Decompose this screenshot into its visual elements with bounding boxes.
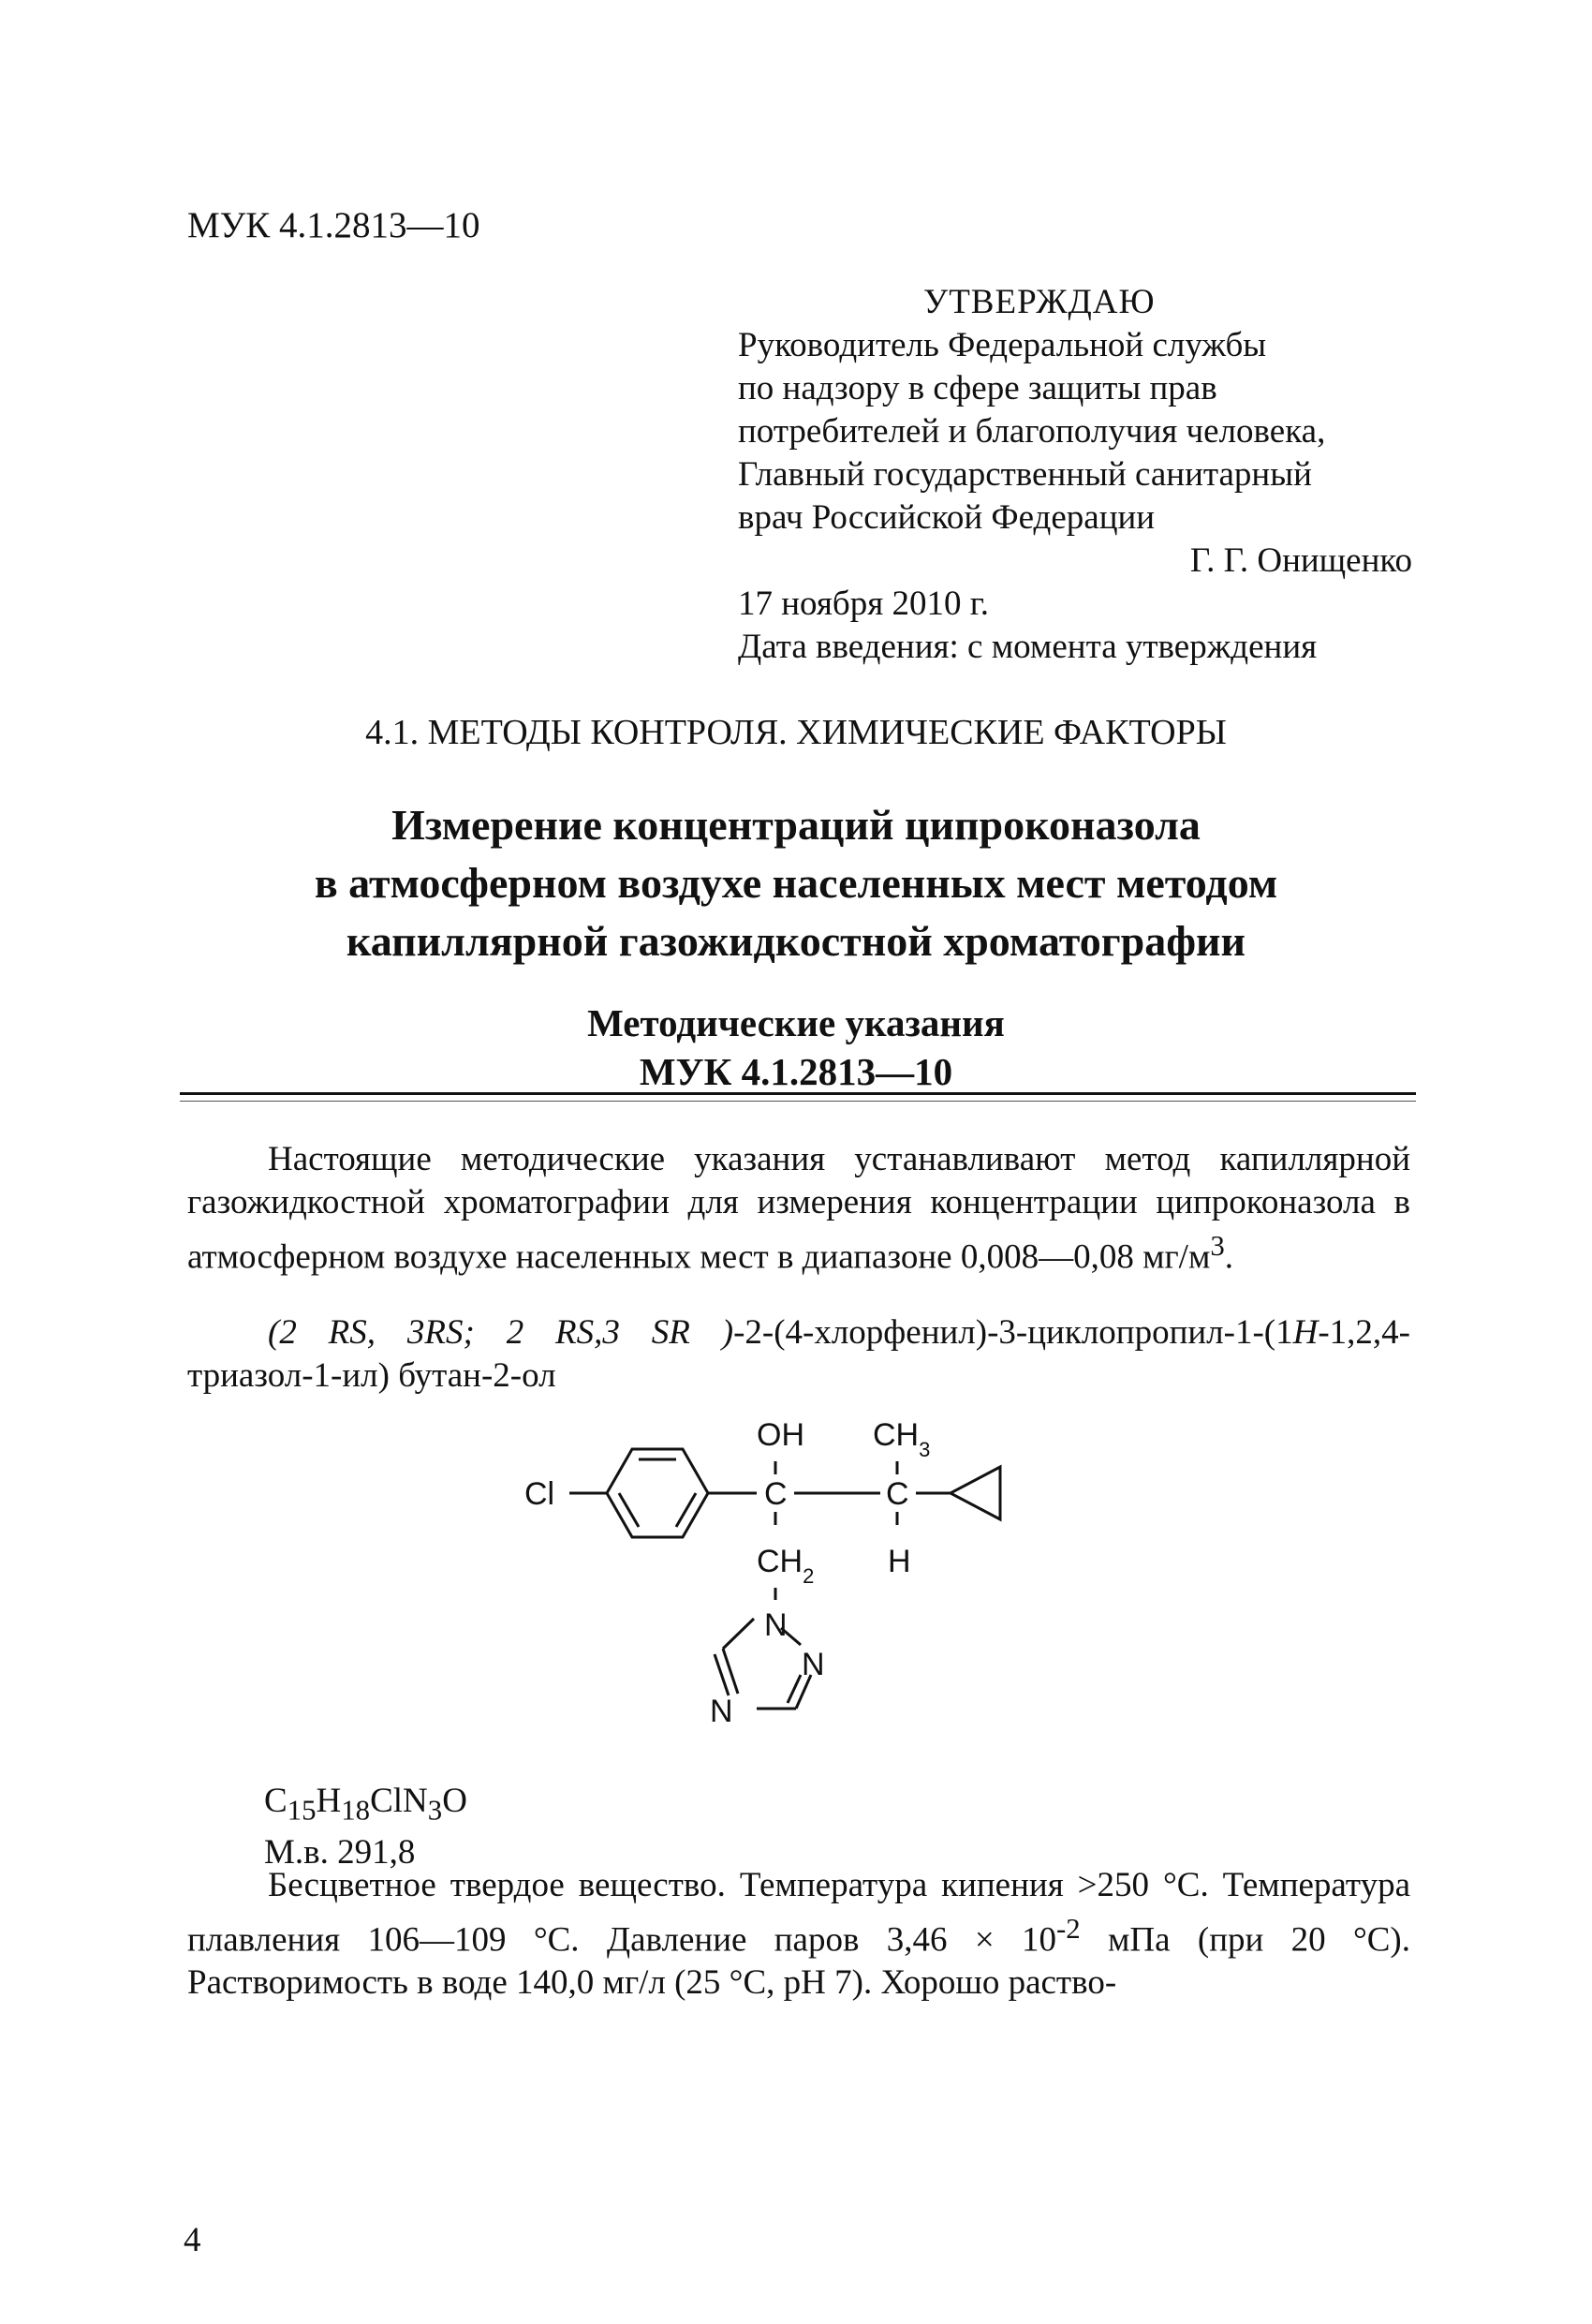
title-line: Измерение концентраций ципроконазола <box>391 801 1201 849</box>
signatory: Г. Г. Онищенко <box>1189 541 1412 580</box>
intro-paragraph <box>187 1138 1410 1279</box>
nitrogen-label: N <box>764 1607 788 1643</box>
divider-thin <box>180 1101 1416 1102</box>
name-middle: -2-(4-хлорфенил)-3-циклопропил-1-(1 <box>733 1313 1293 1352</box>
hydrogen-label: H <box>888 1544 911 1579</box>
stereo-prefix: (2 RS, 3RS; 2 RS,3 SR ) <box>268 1313 734 1352</box>
document-subtitle <box>140 999 1452 1096</box>
section-heading: 4.1. МЕТОДЫ КОНТРОЛЯ. ХИМИЧЕСКИЕ ФАКТОРЫ <box>365 713 1227 752</box>
approval-line: Руководитель Федеральной службы <box>738 326 1267 364</box>
approval-line: по надзору в сфере защиты прав <box>738 369 1217 407</box>
properties-end: мПа (при 20 °С). Растворимость в воде 140,0 мг/л (25 °С, рН 7). Хорошо раство- <box>187 1920 1411 2003</box>
name-suffix: -1,2,4-триазол-1-ил) бутан-2-ол <box>187 1313 1410 1395</box>
nitrogen-label: N <box>710 1694 733 1729</box>
approval-date: 17 ноября 2010 г. <box>738 585 989 623</box>
subtitle-code: МУК 4.1.2813—10 <box>639 1050 953 1093</box>
intro-end: . <box>1224 1237 1234 1277</box>
title-line: капиллярной газожидкостной хроматографии <box>346 917 1246 965</box>
introduction-date: Дата введения: с момента утверждения <box>738 628 1318 666</box>
approval-line: Главный государственный санитарный <box>738 455 1312 494</box>
page-number: 4 <box>184 2221 201 2259</box>
approval-line: потребителей и благополучия человека, <box>738 412 1326 451</box>
approval-line: врач Российской Федерации <box>738 498 1156 537</box>
document-title <box>140 796 1452 970</box>
approval-title: УТВЕРЖДАЮ <box>923 283 1156 321</box>
approval-block <box>738 281 1412 669</box>
properties-paragraph <box>187 1864 1410 2005</box>
intro-sup: 3 <box>1210 1230 1225 1262</box>
molecular-formula <box>264 1780 467 1874</box>
name-h: H <box>1292 1313 1319 1352</box>
intro-text: Настоящие методические указания устанавливают метод капиллярной газожидкостной хроматографии для измерения концентрации ципроконазола в атмосферном воздухе населенных мест в диапазоне 0,008—0,08 мг/м <box>187 1140 1410 1277</box>
structural-formula <box>524 1394 1086 1759</box>
methylene-label: $CH_2$ <box>757 1544 815 1588</box>
molecular-mass: М.в. 291,8 <box>264 1833 416 1873</box>
divider-thick <box>180 1092 1416 1095</box>
properties-sup: -2 <box>1056 1913 1081 1945</box>
properties-text: Бесцветное твердое вещество. Температура кипения >250 °С. Температура плавления 106—109 °С. Давление паров 3,46 × 10 <box>187 1866 1410 1960</box>
chemical-name <box>187 1311 1410 1398</box>
formula-line: $C_{15}H_{18}ClN_3O$ <box>264 1782 467 1827</box>
hydroxyl-label: OH <box>757 1417 804 1453</box>
methyl-label: $CH_3$ <box>873 1417 931 1461</box>
carbon-label: C <box>886 1476 909 1512</box>
subtitle-line: Методические указания <box>587 1001 1005 1044</box>
nitrogen-label: N <box>802 1647 825 1682</box>
carbon-label: C <box>764 1476 788 1512</box>
title-line: в атмосферном воздухе населенных мест методом <box>314 859 1278 907</box>
document-code: МУК 4.1.2813—10 <box>187 205 480 245</box>
chlorine-label: Cl <box>524 1476 555 1512</box>
